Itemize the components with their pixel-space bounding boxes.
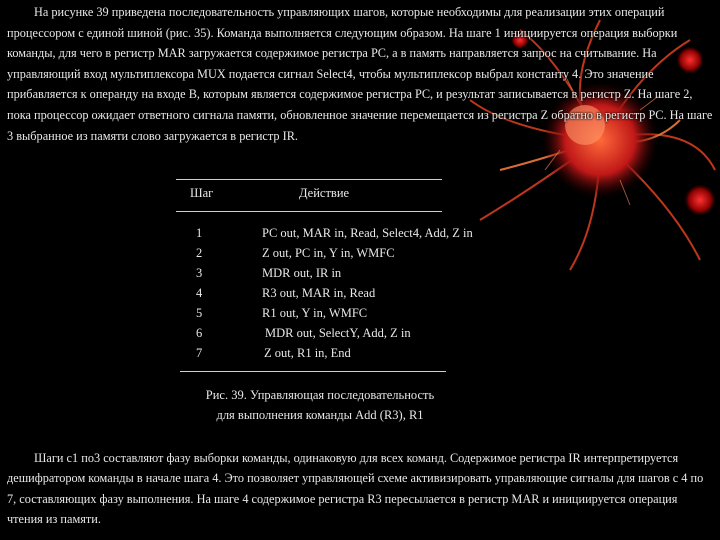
step-number: 3 bbox=[196, 266, 203, 280]
step-number: 4 bbox=[196, 286, 203, 300]
intro-paragraph: На рисунке 39 приведена последовательность управляющих шагов, которые необходимы для реализации этих операций процессором с единой шиной (рис. 35). Команда выполняется следующим образом. На шаге 1 инициируется операция выборки команды, для чего в регистр MAR загружается содержимое регистра PC, а в память направляется запрос на считывание. На управляющий вход мультиплексора MUX подается сигнал Select4, чтобы мультиплексор выбрал константу 4. Это значение прибавляется к операнду на входе B, которым является содержимое регистра PC, и результат записывается в регистр Z. На шаге 2, пока процессор ожидает ответного сигнала памяти, обновленное значение перемещается из регистра Z обратно в регистр PC. На шаге 3 выбранное из памяти слово загружается в регистр IR. bbox=[7, 5, 713, 143]
closing-paragraph: Шаги с1 по3 составляют фазу выборки команды, одинаковую для всех команд. Содержимое регистра IR интерпретируется дешифратором команды в начале шага 4. Это позволяет управляющей схеме активизировать управляющие сигналы для шагов с 4 по 7, составляющих фазу выполнения. На шаге 4 содержимое регистра R3 пересылается в регистр MAR и инициируется операция чтения из памяти. bbox=[7, 451, 704, 526]
table-header-action: Действие bbox=[299, 186, 350, 200]
step-action: R3 out, MAR in, Read bbox=[262, 286, 376, 300]
figure-caption-line-2: для выполнения команды Add (R3), R1 bbox=[216, 408, 424, 422]
step-action: MDR out, IR in bbox=[262, 266, 342, 280]
step-action: MDR out, SelectY, Add, Z in bbox=[265, 326, 411, 340]
step-action: R1 out, Y in, WMFC bbox=[262, 306, 368, 320]
step-number: 1 bbox=[196, 226, 203, 240]
step-number: 2 bbox=[196, 246, 203, 260]
table-bottom-rule bbox=[180, 371, 446, 372]
step-number: 7 bbox=[196, 346, 203, 360]
table-header-rule bbox=[176, 211, 442, 212]
step-action: Z out, PC in, Y in, WMFC bbox=[262, 246, 395, 260]
table-header-step: Шаг bbox=[190, 186, 214, 200]
table-top-rule bbox=[176, 179, 442, 180]
step-action: PC out, MAR in, Read, Select4, Add, Z in bbox=[262, 226, 473, 240]
step-number: 6 bbox=[196, 326, 203, 340]
step-number: 5 bbox=[196, 306, 203, 320]
step-action: Z out, R1 in, End bbox=[264, 346, 351, 360]
figure-caption-line-1: Рис. 39. Управляющая последовательность bbox=[205, 388, 435, 402]
